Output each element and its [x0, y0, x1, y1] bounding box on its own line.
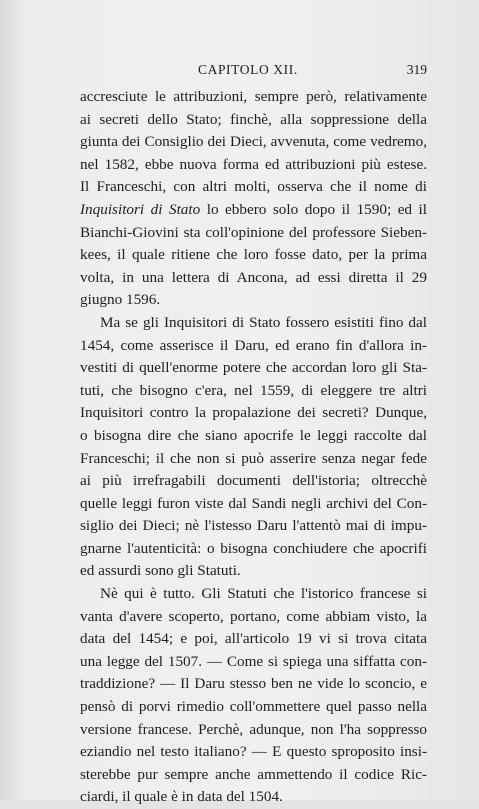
- paragraph: [80, 583, 427, 809]
- text-line: ai secreti dello Stato; finchè, alla soppressione della: [80, 110, 427, 128]
- text-line: sterebbe pur sempre anche ammettendo il codice Ric-: [80, 765, 427, 783]
- paragraph: [80, 86, 427, 312]
- text-line: giugno 1596.: [80, 291, 161, 309]
- text-line: ciardi, il quale è in data del 1504.: [80, 788, 283, 806]
- text-line: quelle leggi furon viste dal Sandi negli archivi del Con-: [80, 494, 427, 512]
- text-line: versione francese. Perchè, adunque, non l'ha soppresso: [80, 720, 427, 738]
- text-line: giunta dei Consiglio dei Dieci, avvenuta, come vedremo,: [80, 133, 427, 151]
- text-line: eziandio nel testo italiano? — E questo sproposito insi-: [80, 743, 427, 761]
- text-line: Inquisitori di Stato lo ebbero solo dopo il 1590; ed il: [80, 200, 427, 218]
- body-text: [80, 86, 427, 809]
- running-header: [80, 62, 427, 80]
- text-line: data del 1454; e poi, all'articolo 19 vi si trova citata: [80, 630, 427, 648]
- text-line: o bisogna dire che siano apocrife le leggi raccolte dal: [80, 426, 427, 444]
- text-line: ed assurdi sono gli Statuti.: [80, 562, 241, 580]
- text-line: Ma se gli Inquisitori di Stato fossero esistiti fino dal: [100, 313, 427, 331]
- text-line: 1454, come asserisce il Daru, ed erano fin d'allora in-: [80, 336, 427, 354]
- text-line: gnarne l'autenticità: o bisogna conchiudere che apocrifi: [80, 539, 427, 557]
- text-line: volta, in una lettera di Ancona, ad essi diretta il 29: [80, 268, 427, 286]
- text-line: Franceschi; il che non si può asserire senza negar fede: [80, 449, 427, 467]
- text-line: nel 1582, ebbe nuova forma ed attribuzioni più estese.: [80, 155, 427, 173]
- paragraph: [80, 312, 427, 583]
- text-line: tuti, che bisogno c'era, nel 1559, di eleggere tre altri: [80, 381, 427, 399]
- text-line: Inquisitori contro la propalazione dei secreti? Dunque,: [80, 404, 427, 422]
- text-line: Nè qui è tutto. Gli Statuti che l'istorico francese si: [100, 585, 427, 603]
- chapter-title: CAPITOLO XII.: [198, 62, 298, 77]
- text-line: accresciute le attribuzioni, sempre però, relativamente: [80, 88, 427, 105]
- text-line: traddizione? — Il Daru stesso ben ne vide lo sconcio, e: [80, 675, 427, 693]
- page-number: 319: [406, 62, 427, 77]
- text-line: pensò di porvi rimedio coll'ommettere quel passo nella: [80, 698, 427, 716]
- text-line: Il Franceschi, con altri molti, osserva che il nome di: [80, 178, 427, 196]
- text-line: una legge del 1507. — Come si spiega una siffatta con-: [80, 652, 427, 670]
- text-line: vanta d'avere scoperto, portano, come abbiam visto, la: [80, 607, 427, 625]
- text-line: siglio dei Dieci; nè l'istesso Daru l'attentò mai di impu-: [80, 517, 427, 535]
- text-line: ai più irrefragabili documenti dell'istoria; oltrecchè: [80, 472, 427, 490]
- text-line: vestiti di quell'enorme potere che accordan loro gli Sta-: [80, 359, 427, 377]
- text-line: Bianchi-Giovini sta coll'opinione del professore Sieben-: [80, 223, 427, 241]
- text-line: kees, il quale ritiene che loro fosse dato, per la prima: [80, 246, 427, 264]
